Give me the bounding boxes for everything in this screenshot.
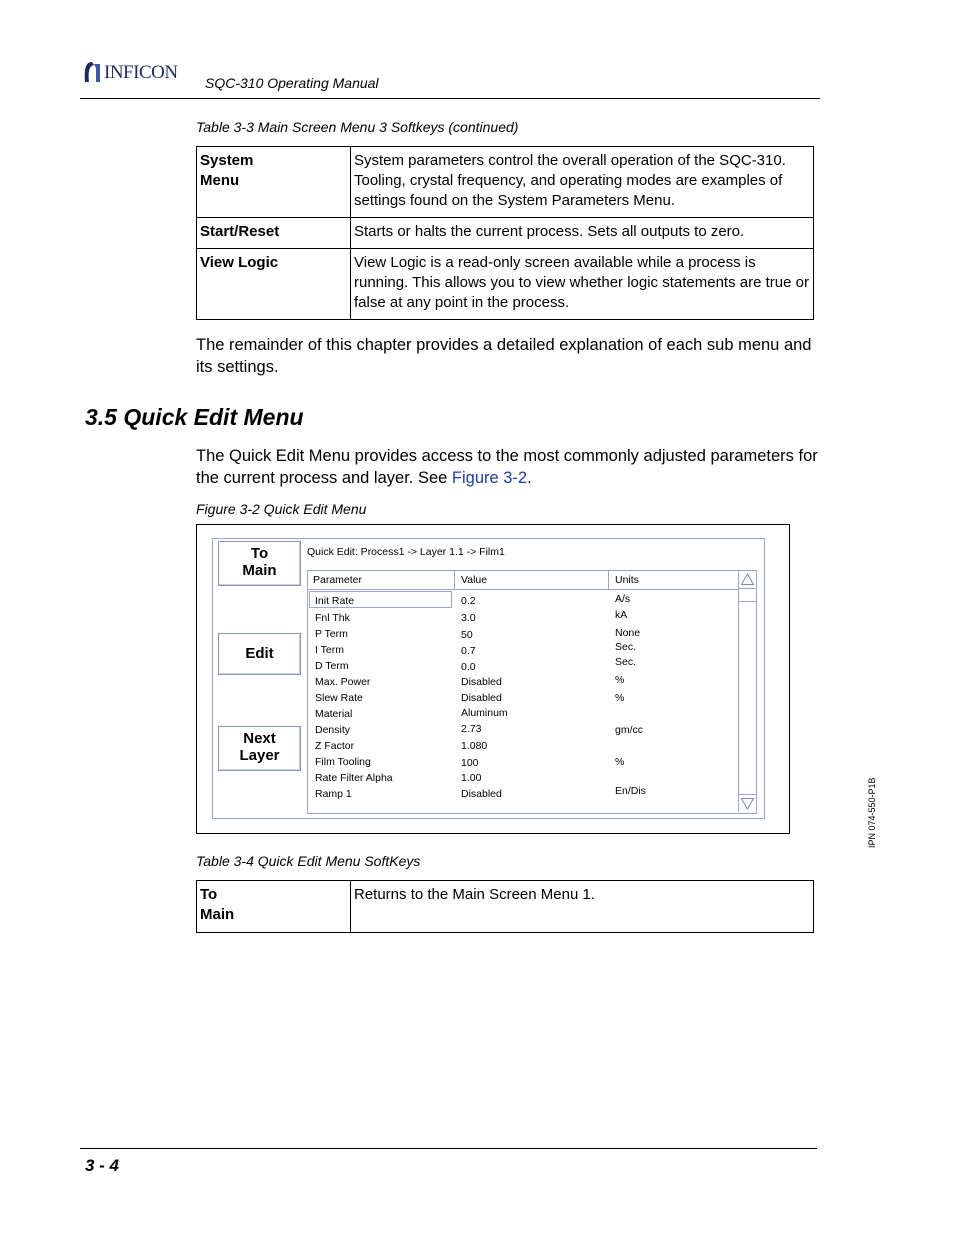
key-line: Menu [200, 172, 240, 189]
row-units: gm/cc [615, 724, 644, 736]
row-parameter: P Term [315, 628, 348, 640]
row-parameter: D Term [315, 660, 349, 672]
row-value: Disabled [461, 788, 502, 800]
row-units: Sec. [615, 641, 637, 653]
table-row [197, 147, 814, 218]
row-parameter: Z Factor [315, 740, 355, 752]
scroll-thumb-line [739, 601, 756, 602]
table-key-cell [197, 218, 351, 249]
paragraph-text: . [527, 469, 532, 487]
row-value: Disabled [461, 676, 502, 688]
row-parameter: Density [315, 724, 351, 736]
footer-rule [80, 1148, 817, 1149]
row-parameter: Film Tooling [315, 756, 371, 768]
table-key-cell [197, 881, 351, 933]
section-heading: 3.5 Quick Edit Menu [85, 404, 304, 430]
row-value: 50 [461, 629, 473, 641]
row-value: 0.7 [461, 645, 476, 657]
row-value: Aluminum [461, 707, 508, 719]
table-desc-cell: View Logic is a read-only screen available while a process is running. This allows you to view whether logic statements are true or false at any point in the process. [351, 249, 814, 320]
row-parameter: Fnl Thk [315, 612, 350, 624]
paragraph-text: The Quick Edit Menu provides access to the most commonly adjusted parameters for the current process and layer. See [196, 447, 818, 487]
inficon-logo [82, 60, 194, 84]
column-separator [454, 571, 455, 589]
row-parameter: Slew Rate [315, 692, 363, 704]
logo-text: INFICON [104, 62, 178, 83]
scroll-track-line [739, 588, 756, 589]
header-rule [80, 98, 820, 99]
ipn-code: IPN 074-550-P1B [867, 777, 877, 848]
edit-softkey[interactable] [218, 633, 301, 675]
quick-edit-paragraph [196, 445, 821, 489]
row-parameter: I Term [315, 644, 344, 656]
key-line: View Logic [200, 254, 279, 271]
row-value: 1.00 [461, 772, 482, 784]
softkey-label: Layer [239, 747, 280, 764]
row-value: 3.0 [461, 612, 476, 624]
table-key-cell [197, 249, 351, 320]
page-number: 3 - 4 [85, 1156, 120, 1175]
row-parameter: Rate Filter Alpha [315, 772, 393, 784]
inficon-logo-mark-icon [82, 60, 102, 84]
key-line: System [200, 152, 254, 169]
table-row [197, 881, 814, 933]
table-desc-cell: Returns to the Main Screen Menu 1. [351, 881, 814, 933]
row-units: None [615, 627, 641, 639]
column-separator [608, 571, 609, 589]
figure-3-2-caption: Figure 3-2 Quick Edit Menu [196, 501, 367, 517]
scroll-up-icon[interactable] [739, 571, 756, 588]
row-parameter: Max. Power [315, 676, 371, 688]
grid-header [308, 571, 738, 590]
row-units: kA [615, 609, 628, 621]
row-parameter: Ramp 1 [315, 788, 352, 800]
table-desc-cell: Starts or halts the current process. Sets all outputs to zero. [351, 218, 814, 249]
softkey-label: Next [243, 730, 276, 747]
table-3-4 [196, 880, 814, 933]
softkey-label: Edit [245, 645, 274, 662]
table-desc-cell: System parameters control the overall operation of the SQC-310. Tooling, crystal frequency, and operating modes are examples of settings found on the System Parameters Menu. [351, 147, 814, 218]
key-line: Main [200, 906, 235, 923]
row-units: % [615, 674, 625, 686]
row-units: A/s [615, 593, 631, 605]
row-value: 2.73 [461, 723, 482, 735]
to-main-softkey[interactable] [218, 541, 301, 586]
row-units: Sec. [615, 656, 637, 668]
softkey-label: Main [242, 562, 277, 579]
column-header-parameter[interactable]: Parameter [313, 574, 363, 586]
column-header-units[interactable]: Units [615, 574, 639, 586]
table-key-cell [197, 147, 351, 218]
row-value: Disabled [461, 692, 502, 704]
row-value: 0.0 [461, 661, 476, 673]
figure-link[interactable]: Figure 3-2 [451, 469, 528, 487]
remainder-paragraph: The remainder of this chapter provides a detailed explanation of each sub menu and its settings. [196, 336, 812, 376]
row-value: 1.080 [461, 740, 488, 752]
row-value: 0.2 [461, 595, 476, 607]
key-line: To [200, 886, 218, 903]
table-row [197, 249, 814, 320]
row-parameter: Init Rate [315, 595, 355, 607]
row-units: % [615, 756, 625, 768]
table-row [197, 218, 814, 249]
softkey-label: To [250, 545, 269, 562]
grid-scrollbar[interactable] [738, 571, 756, 812]
parameter-grid [307, 570, 757, 814]
quick-edit-path: Quick Edit: Process1 -> Layer 1.1 -> Film1 [307, 546, 505, 558]
next-layer-softkey[interactable] [218, 726, 301, 771]
column-header-value[interactable]: Value [461, 574, 488, 586]
row-units: En/Dis [615, 785, 646, 797]
manual-title: SQC-310 Operating Manual [205, 75, 379, 91]
row-value: 100 [461, 757, 479, 769]
row-units: % [615, 692, 625, 704]
table-3-4-caption: Table 3-4 Quick Edit Menu SoftKeys [196, 853, 421, 869]
table-3-3-caption: Table 3-3 Main Screen Menu 3 Softkeys (continued) [196, 119, 519, 135]
row-parameter: Material [315, 708, 353, 720]
key-line: Start/Reset [200, 223, 280, 240]
scroll-down-icon[interactable] [739, 795, 756, 812]
table-3-3 [196, 146, 814, 320]
